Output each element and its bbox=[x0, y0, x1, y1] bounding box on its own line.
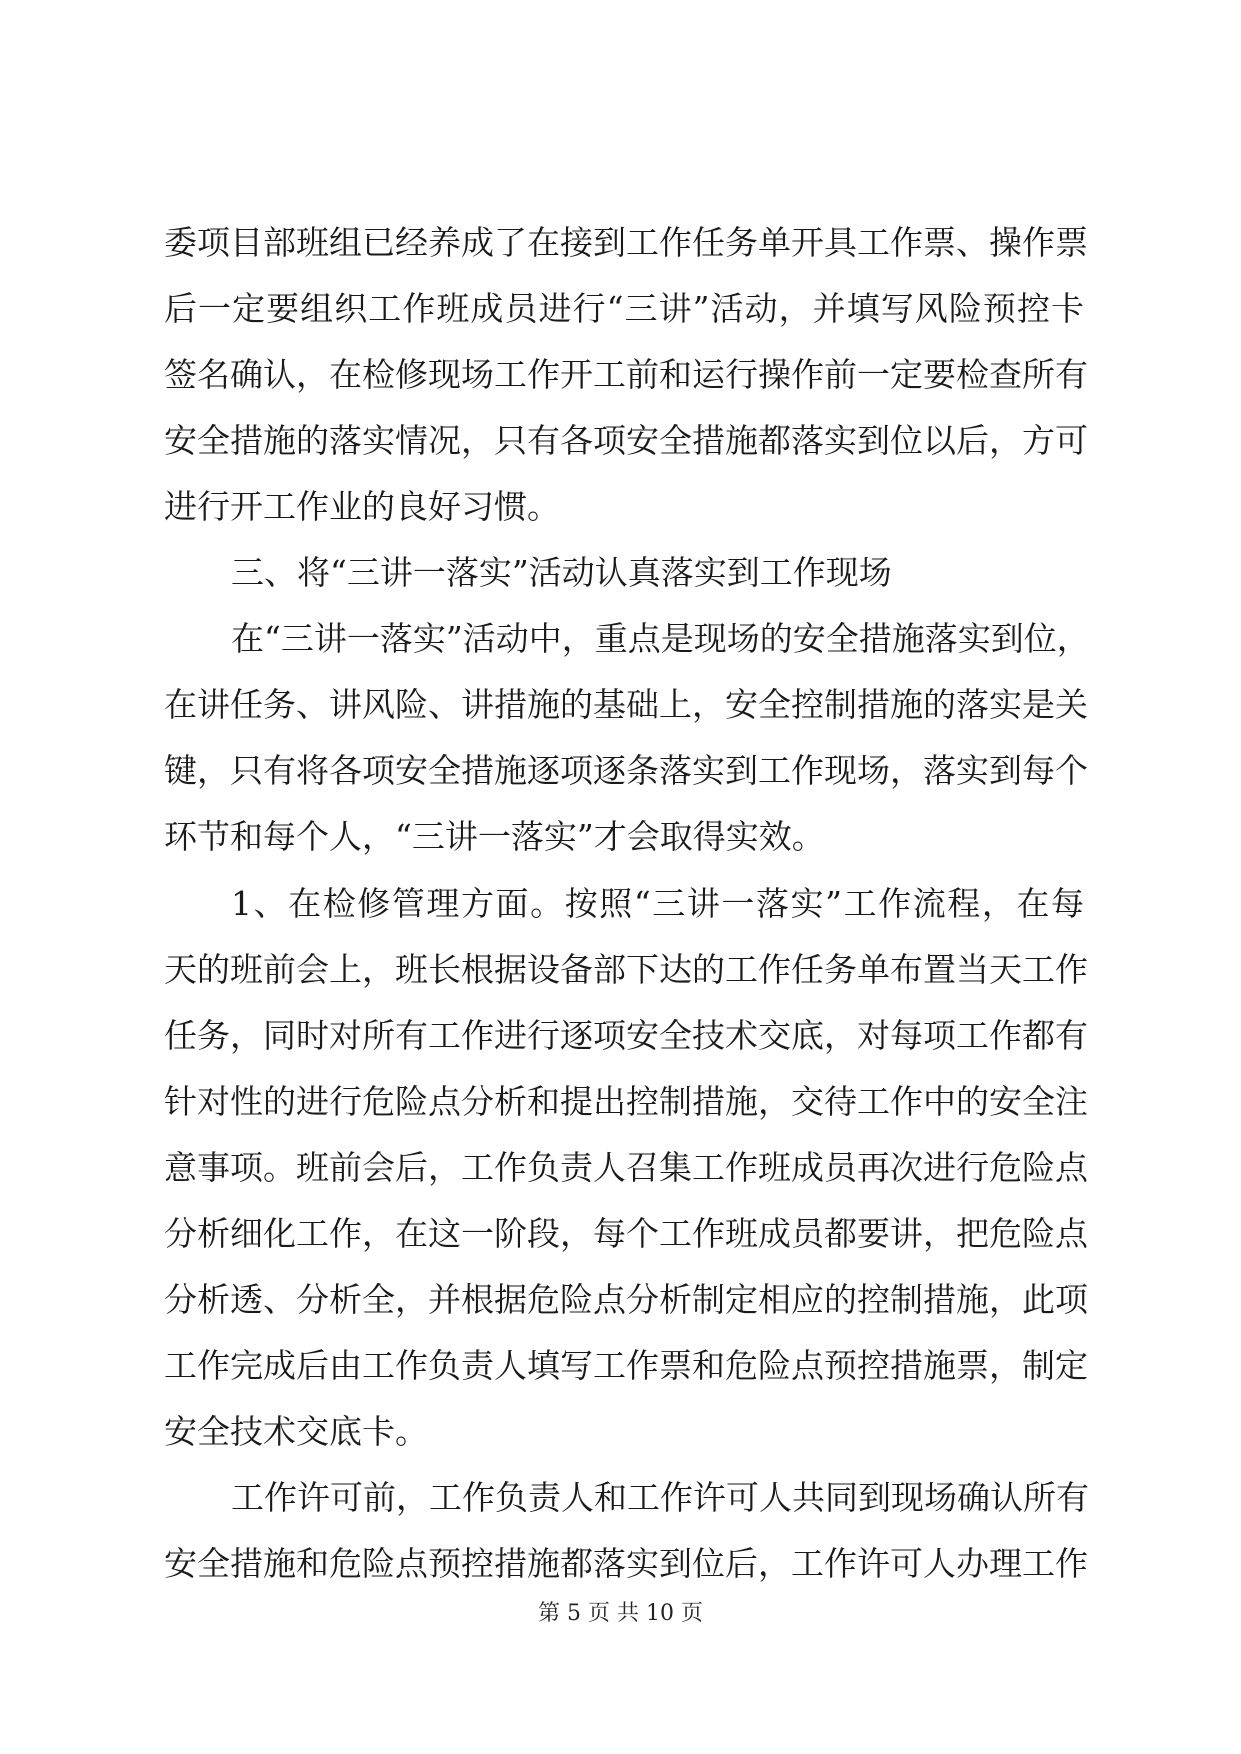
page-footer: 第 5 页 共 10 页 bbox=[538, 1601, 703, 1626]
body-text-line: 分析细化工作，在这一阶段，每个工作班成员都要讲，把危险点 bbox=[164, 1214, 1088, 1253]
body-text-line: 分析透、分析全，并根据危险点分析制定相应的控制措施，此项 bbox=[164, 1280, 1088, 1319]
body-text-line: 在讲任务、讲风险、讲措施的基础上，安全控制措施的落实是关 bbox=[164, 685, 1088, 724]
body-text-line: 天的班前会上，班长根据设备部下达的工作任务单布置当天工作 bbox=[164, 950, 1088, 989]
body-text-line: 工作许可前，工作负责人和工作许可人共同到现场确认所有 bbox=[231, 1478, 1089, 1517]
body-text-line: 安全措施的落实情况，只有各项安全措施都落实到位以后，方可 bbox=[164, 421, 1088, 460]
body-text-line: 工作完成后由工作负责人填写工作票和危险点预控措施票，制定 bbox=[164, 1346, 1088, 1385]
body-text-line: 键，只有将各项安全措施逐项逐条落实到工作现场，落实到每个 bbox=[164, 751, 1088, 790]
body-text-line: 后一定要组织工作班成员进行“三讲”活动，并填写风险预控卡 bbox=[164, 289, 1084, 328]
body-text-line: 安全措施和危险点预控措施都落实到位后，工作许可人办理工作 bbox=[164, 1544, 1088, 1583]
body-text-line: 在“三讲一落实”活动中，重点是现场的安全措施落实到位， bbox=[231, 619, 1090, 658]
body-text-line: 安全技术交底卡。 bbox=[164, 1412, 428, 1451]
body-text-line: 任务，同时对所有工作进行逐项安全技术交底，对每项工作都有 bbox=[164, 1016, 1088, 1055]
body-text-line: 环节和每个人，“三讲一落实”才会取得实效。 bbox=[164, 817, 825, 856]
section-heading: 三、将“三讲一落实”活动认真落实到工作现场 bbox=[231, 553, 892, 592]
body-text-line: 针对性的进行危险点分析和提出控制措施，交待工作中的安全注 bbox=[164, 1082, 1088, 1121]
body-text-line: 委项目部班组已经养成了在接到工作任务单开具工作票、操作票 bbox=[164, 223, 1088, 262]
body-text-line: 意事项。班前会后，工作负责人召集工作班成员再次进行危险点 bbox=[164, 1148, 1088, 1187]
body-text-line: 进行开工作业的良好习惯。 bbox=[164, 487, 560, 526]
body-text-line: 签名确认，在检修现场工作开工前和运行操作前一定要检查所有 bbox=[164, 355, 1088, 394]
body-text-line: 1、在检修管理方面。按照“三讲一落实”工作流程，在每 bbox=[231, 884, 1084, 923]
